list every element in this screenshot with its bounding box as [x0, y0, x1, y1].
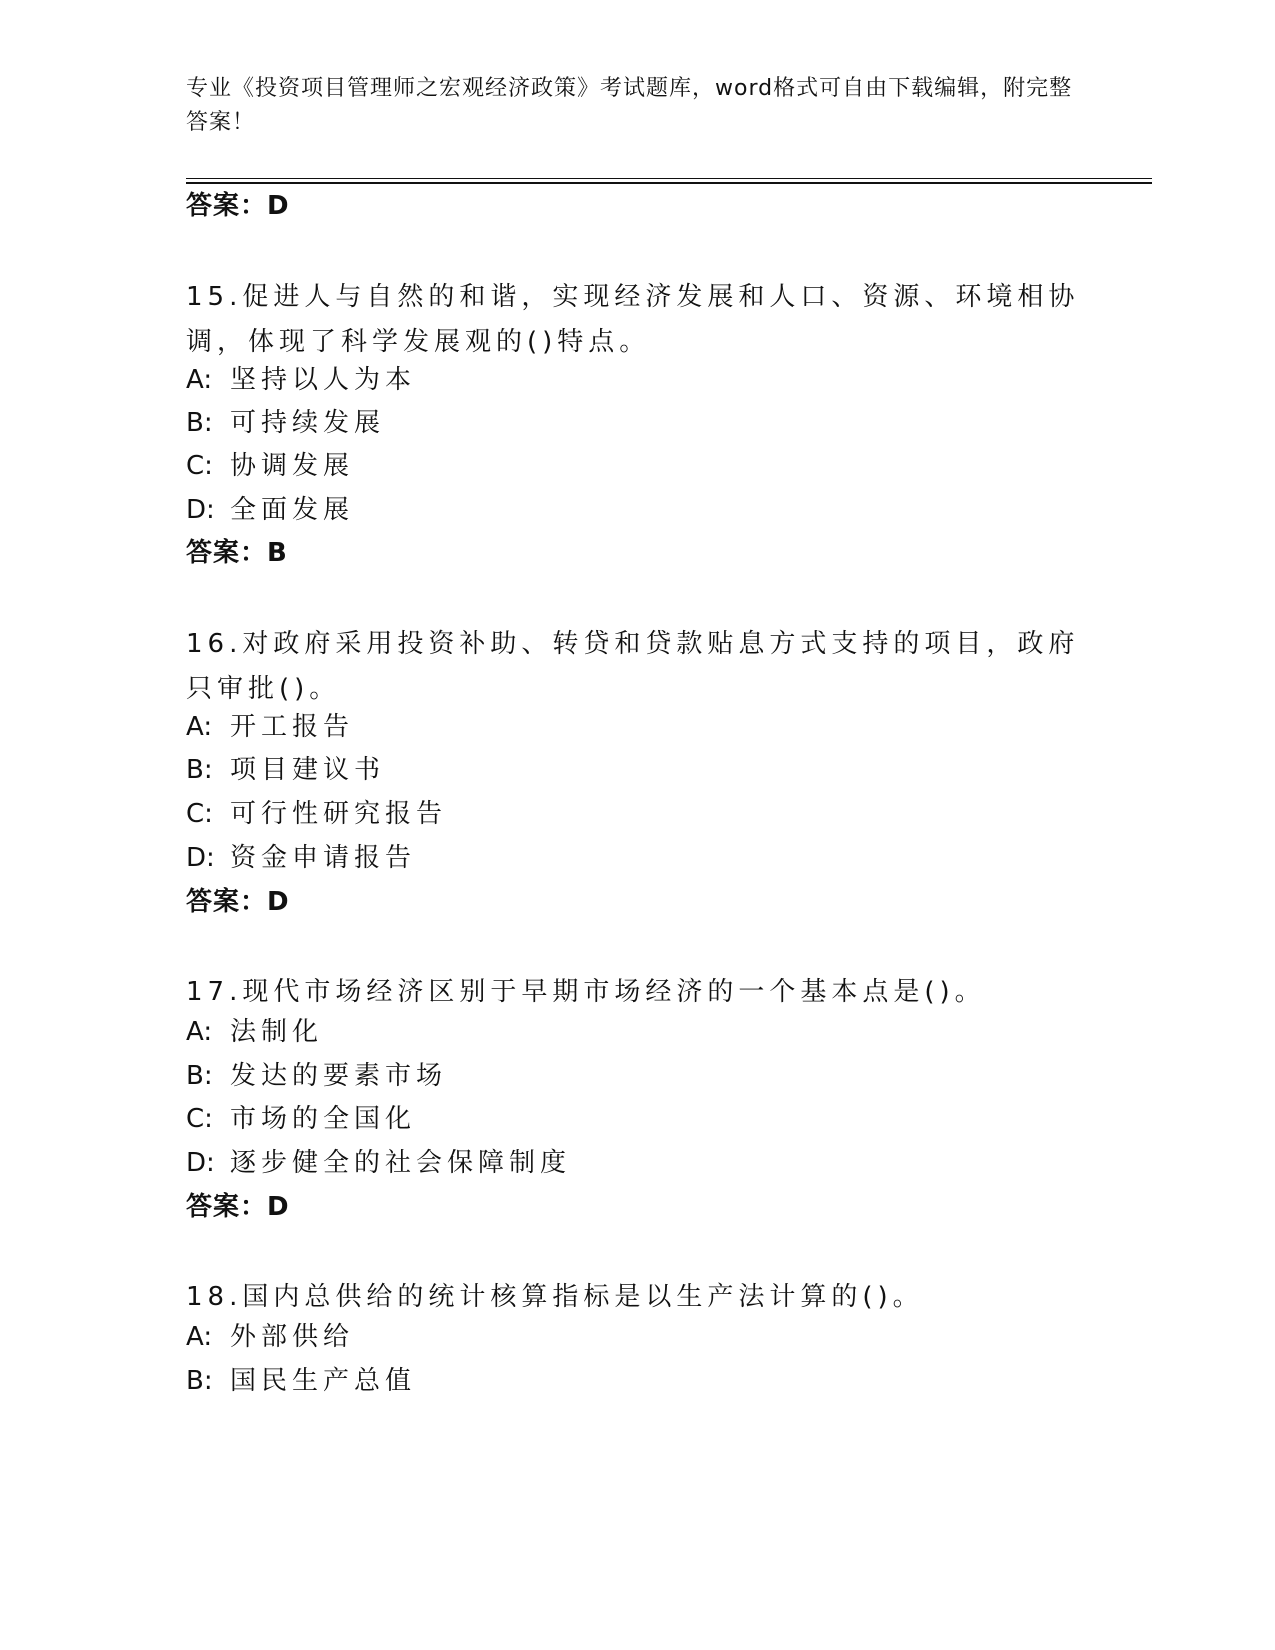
answer-14: 答案：D — [186, 191, 290, 221]
question-16-option-d: D: 资金申请报告 — [186, 843, 417, 873]
question-18-option-b: B: 国民生产总值 — [186, 1366, 417, 1396]
question-17-option-a: A: 法制化 — [186, 1017, 324, 1047]
document-header: 专业《投资项目管理师之宏观经济政策》考试题库，word格式可自由下载编辑，附完整答案！ — [186, 76, 1073, 135]
question-17-stem: 17.现代市场经济区别于早期市场经济的一个基本点是()。 — [186, 977, 986, 1007]
header-divider-thick — [186, 182, 1152, 184]
question-17-option-c: C: 市场的全国化 — [186, 1104, 417, 1134]
question-15-stem: 15.促进人与自然的和谐，实现经济发展和人口、资源、环境相协调，体现了科学发展观的()特点。 — [186, 282, 1080, 357]
question-15-option-c: C: 协调发展 — [186, 451, 355, 481]
question-16-option-b: B: 项目建议书 — [186, 755, 386, 785]
question-16-answer: 答案：D — [186, 887, 290, 917]
question-18-option-a: A: 外部供给 — [186, 1322, 355, 1352]
question-16-option-c: C: 可行性研究报告 — [186, 799, 448, 829]
question-16-option-a: A: 开工报告 — [186, 712, 355, 742]
question-15-option-a: A: 坚持以人为本 — [186, 365, 417, 395]
question-15-option-d: D: 全面发展 — [186, 495, 355, 525]
question-15-option-b: B: 可持续发展 — [186, 408, 386, 438]
question-16-stem: 16.对政府采用投资补助、转贷和贷款贴息方式支持的项目，政府只审批()。 — [186, 629, 1080, 704]
question-17-option-b: B: 发达的要素市场 — [186, 1061, 448, 1091]
header-divider-thin — [186, 178, 1152, 179]
question-17-option-d: D: 逐步健全的社会保障制度 — [186, 1148, 572, 1178]
question-18-stem: 18.国内总供给的统计核算指标是以生产法计算的()。 — [186, 1282, 924, 1312]
question-17-answer: 答案：D — [186, 1192, 290, 1222]
question-15-answer: 答案：B — [186, 538, 288, 568]
